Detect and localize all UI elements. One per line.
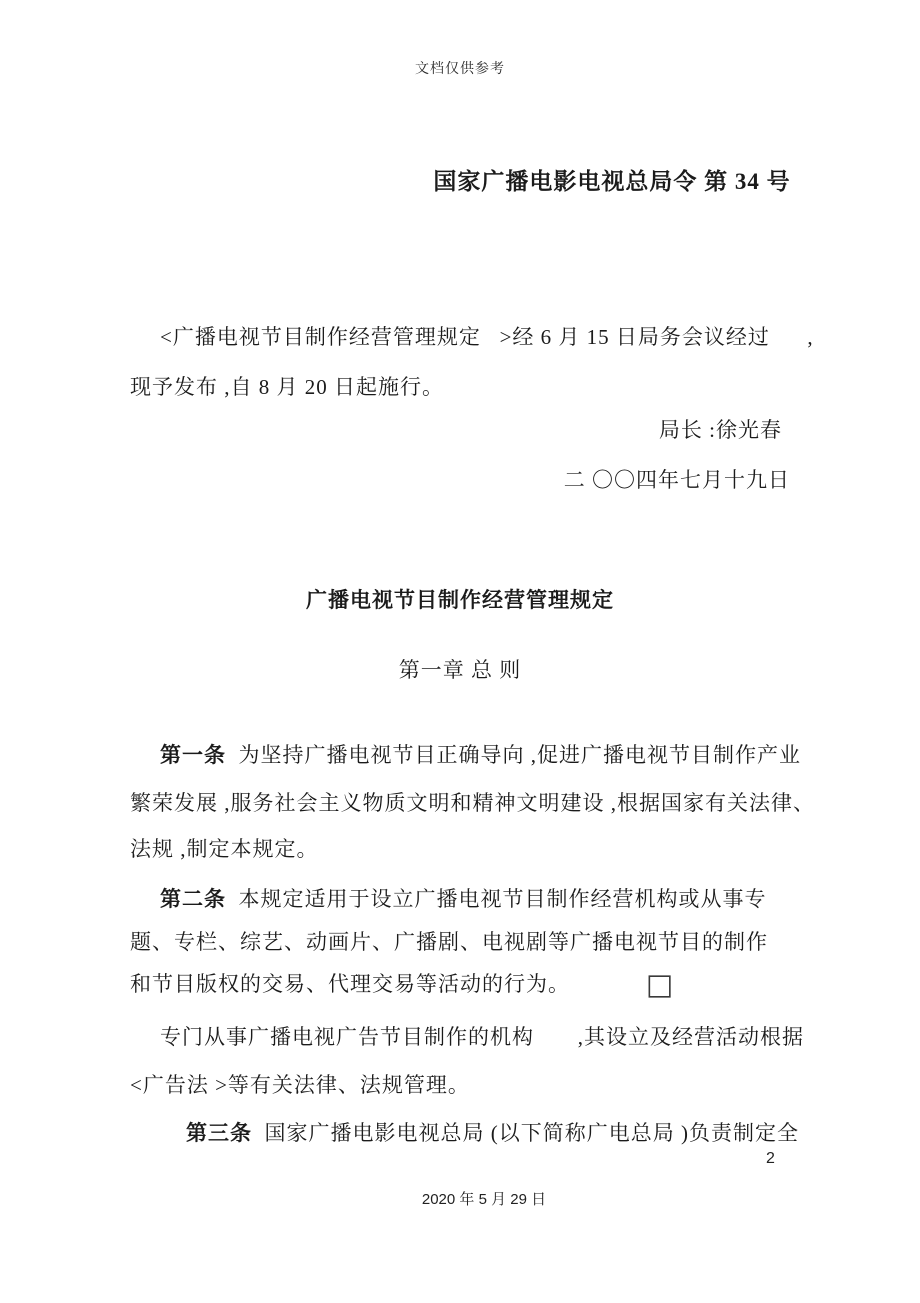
signature-date: 二 〇〇四年七月十九日 <box>563 468 790 492</box>
article-1-line-3: 法规 ,制定本规定。 <box>130 837 319 861</box>
article-2b-line-1: 专门从事广播电视广告节目制作的机构 ,其设立及经营活动根据 <box>160 1025 804 1049</box>
page-number: 2 <box>766 1150 775 1167</box>
article-1-line-1 <box>130 740 820 770</box>
article-2b-line-2: <广告法 >等有关法律、法规管理。 <box>130 1073 470 1097</box>
signature-signer: 局长 :徐光春 <box>658 418 782 442</box>
empty-box-glyph: □ <box>646 967 674 1001</box>
article-3-line-1 <box>130 1118 846 1148</box>
article-3-label: 第三条 <box>186 1121 252 1145</box>
article-2-line-1 <box>130 884 820 914</box>
intro-line-1: <广播电视节目制作经营管理规定 >经 6 月 15 日局务会议经过 , <box>160 325 814 349</box>
article-1-line-2: 繁荣发展 ,服务社会主义物质文明和精神文明建设 ,根据国家有关法律、 <box>130 791 815 815</box>
footer-date: 2020 年 5 月 29 日 <box>421 1191 547 1208</box>
article-1-text: 为坚持广播电视节目正确导向 ,促进广播电视节目制作产业 <box>226 743 801 767</box>
order-title: 国家广播电影电视总局令 第 34 号 <box>433 169 791 194</box>
regulation-title: 广播电视节目制作经营管理规定 <box>306 588 614 612</box>
article-2-text: 本规定适用于设立广播电视节目制作经营机构或从事专 <box>226 887 767 911</box>
article-2-label: 第二条 <box>160 887 226 911</box>
article-2-text-end: 和节目版权的交易、代理交易等活动的行为。 <box>130 972 570 996</box>
chapter-title: 第一章 总 则 <box>398 658 522 682</box>
article-2-line-3 <box>130 969 790 999</box>
article-2-line-2: 题、专栏、综艺、动画片、广播剧、电视剧等广播电视节目的制作 <box>130 930 768 954</box>
intro-line-2: 现予发布 ,自 8 月 20 日起施行。 <box>130 375 444 399</box>
article-3-text: 国家广播电影电视总局 (以下简称广电总局 )负责制定全 <box>252 1121 799 1145</box>
article-1-label: 第一条 <box>160 743 226 767</box>
header-note: 文档仅供参考 <box>415 62 505 77</box>
